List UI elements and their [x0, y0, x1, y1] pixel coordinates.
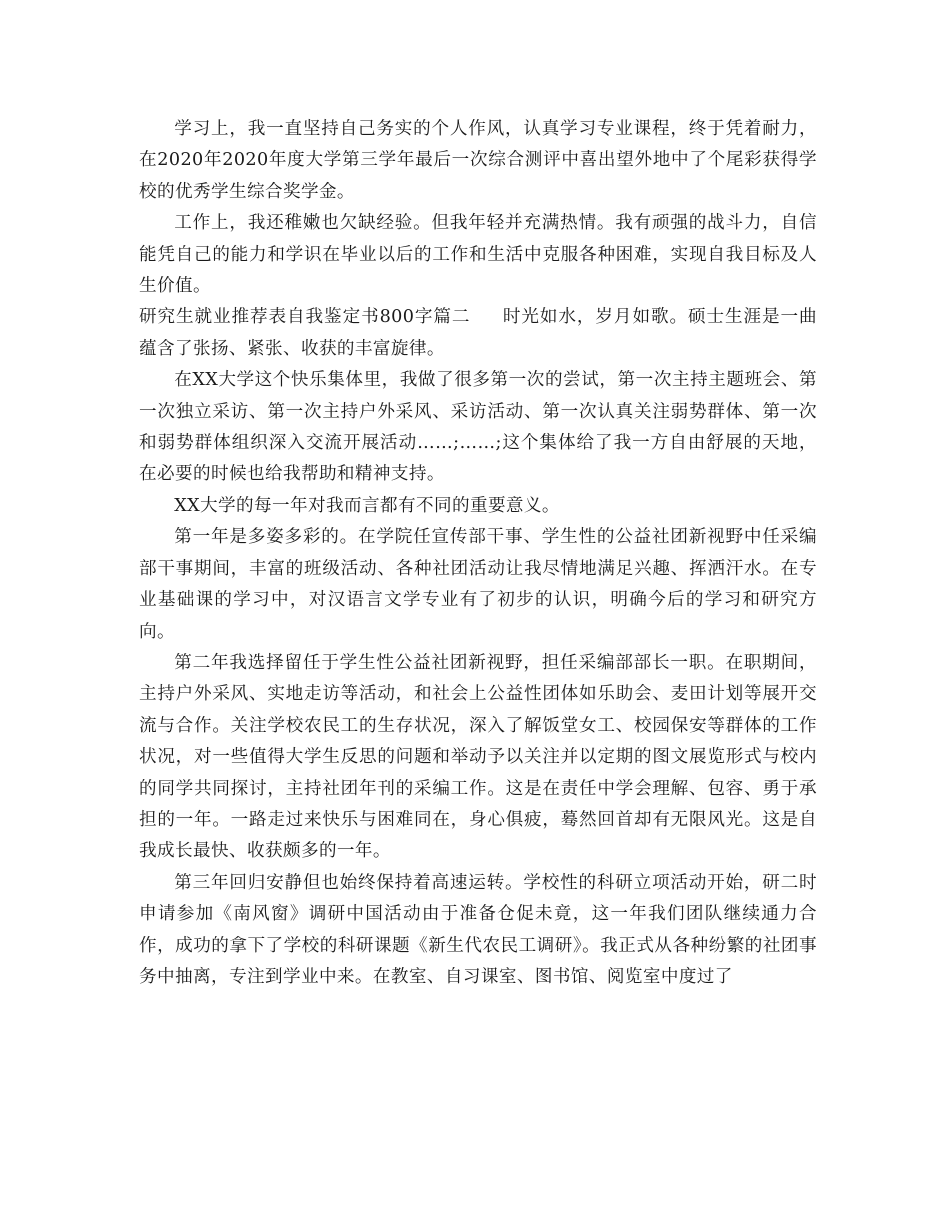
paragraph-year2: 第二年我选择留任于学生性公益社团新视野，担任采编部部长一职。在职期间，主持户外采风、实地走访等活动，和社会上公益性团体如乐助会、麦田计划等展开交流与合作。关注学校农民工的生存状况，深入了解饭堂女工、校园保安等群体的工作状况，对一些值得大学生反思的问题和举动予以关注并以定期的图文展览形式与校内的同学共同探讨，主持社团年刊的采编工作。这是在责任中学会理解、包容、勇于承担的一年。一路走过来快乐与困难同在，身心俱疲，蓦然回首却有无限风光。这是自我成长最快、收获颇多的一年。: [139, 652, 817, 862]
paragraph-heading: [139, 302, 817, 365]
paragraph-firsts: 在XX大学这个快乐集体里，我做了很多第一次的尝试，第一次主持主题班会、第一次独立采访、第一次主持户外采风、采访活动、第一次认真关注弱势群体、第一次和弱势群体组织深入交流开展活动……;……;这个集体给了我一方自由舒展的天地，在必要的时候也给我帮助和精神支持。: [139, 370, 817, 485]
paragraph-year1: 第一年是多姿多彩的。在学院任宣传部干事、学生性的公益社团新视野中任采编部干事期间，丰富的班级活动、各种社团活动让我尽情地满足兴趣、挥洒汗水。在专业基础课的学习中，对汉语言文学专业有了初步的认识，明确今后的学习和研究方向。: [139, 527, 817, 642]
paragraph-work: 工作上，我还稚嫩也欠缺经验。但我年轻并充满热情。我有顽强的战斗力，自信能凭自己的能力和学识在毕业以后的工作和生活中克服各种困难，实现自我目标及人生价值。: [139, 213, 817, 297]
section-intro: 时光如水，岁月如歌。硕士生涯是一曲蕴含了张扬、紧张、收获的丰富旋律。: [139, 307, 817, 359]
paragraph-meaning: XX大学的每一年对我而言都有不同的重要意义。: [174, 495, 560, 516]
paragraph-year3: 第三年回归安静但也始终保持着高速运转。学校性的科研立项活动开始，研二时申请参加《南风窗》调研中国活动由于准备仓促未竟，这一年我们团队继续通力合作，成功的拿下了学校的科研课题《新生代农民工调研》。我正式从各种纷繁的社团事务中抽离，专注到学业中来。在教室、自习课室、图书馆、阅览室中度过了: [139, 872, 817, 987]
section-title: 研究生就业推荐表自我鉴定书800字篇二: [139, 307, 471, 328]
document-body: [139, 114, 817, 993]
paragraph-study: 学习上，我一直坚持自己务实的个人作风，认真学习专业课程，终于凭着耐力，在2020年2020年度大学第三学年最后一次综合测评中喜出望外地中了个尾彩获得学校的优秀学生综合奖学金。: [139, 119, 817, 202]
